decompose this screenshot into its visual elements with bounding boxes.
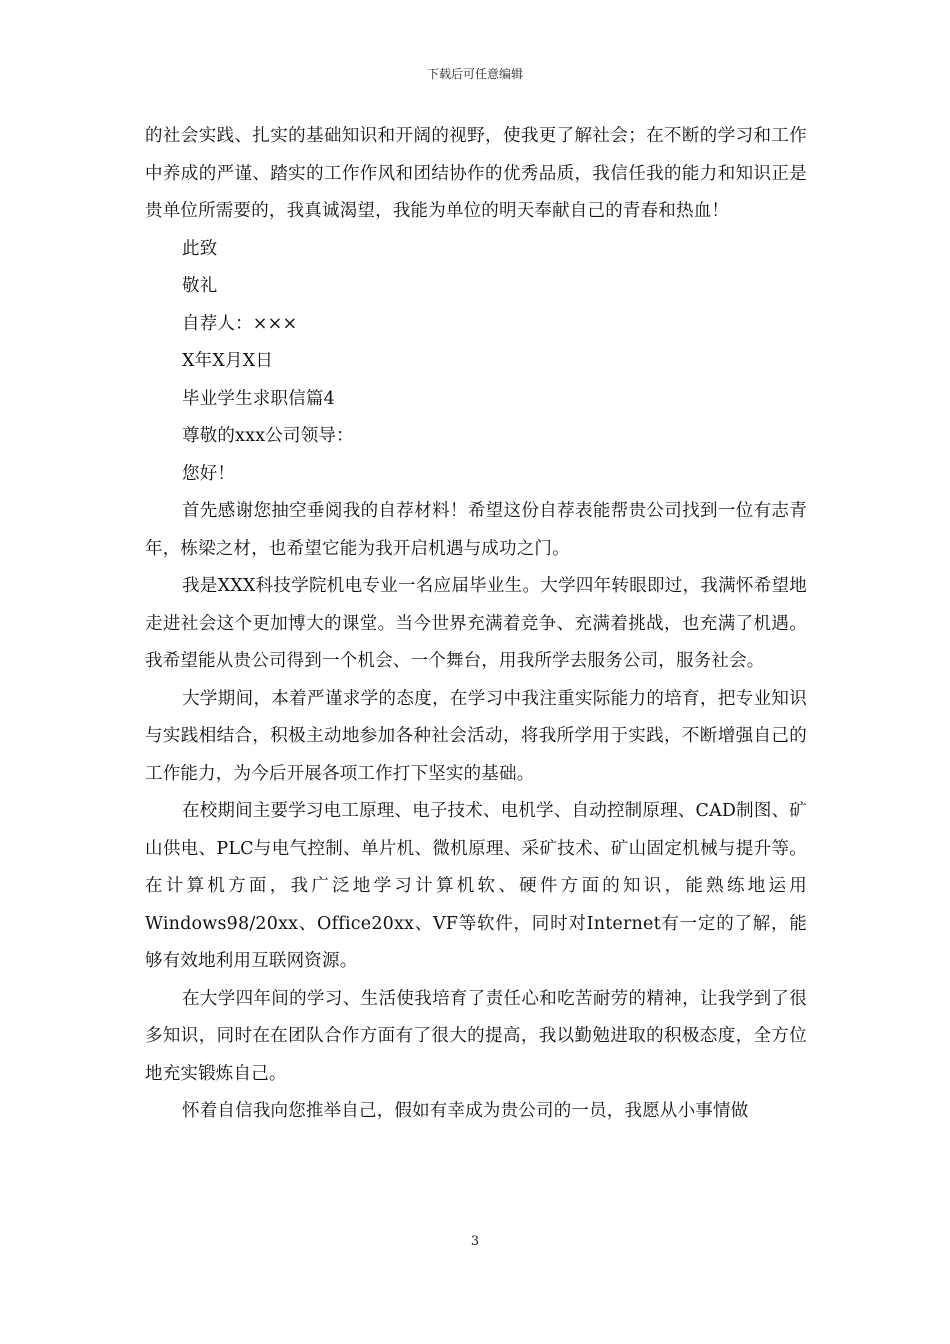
body-paragraph: 在校期间主要学习电工原理、电子技术、电机学、自动控制原理、CAD制图、矿山供电、PLC与电气控制、单片机、微机原理、采矿技术、矿山固定机械与提升等。在计算机方面，我广泛地学习计算机软、硬件方面的知识，能熟练地运用Windows98/20xx、Office20xx、VF等软件，同时对Internet有一定的了解，能够有效地利用互联网资源。: [145, 801, 807, 971]
document-body: [145, 118, 807, 1131]
signature-line: 自荐人：×××: [182, 313, 298, 334]
body-paragraph: 在大学四年间的学习、生活使我培育了责任心和吃苦耐劳的精神，让我学到了很多知识，同时在在团队合作方面有了很大的提高，我以勤勉进取的积极态度，全方位地充实锻炼自己。: [145, 988, 807, 1084]
body-paragraph: 大学期间，本着严谨求学的态度，在学习中我注重实际能力的培育，把专业知识与实践相结合，积极主动地参加各种社会活动，将我所学用于实践，不断增强自己的工作能力，为今后开展各项工作打下坚实的基础。: [145, 688, 807, 784]
closing-regards: 敬礼: [182, 276, 218, 296]
date-line: X年X月X日: [182, 351, 274, 371]
body-paragraph: 我是XXX科技学院机电专业一名应届毕业生。大学四年转眼即过，我满怀希望地走进社会这个更加博大的课堂。当今世界充满着竞争、充满着挑战，也充满了机遇。我希望能从贵公司得到一个机会、一个舞台，用我所学去服务公司，服务社会。: [145, 576, 807, 671]
page-number: 3: [470, 1234, 480, 1249]
section-title: 毕业学生求职信篇4: [182, 388, 335, 409]
body-paragraph: 怀着自信我向您推举自己，假如有幸成为贵公司的一员，我愿从小事情做: [182, 1101, 749, 1121]
paragraph-continuation: 的社会实践、扎实的基础知识和开阔的视野，使我更了解社会；在不断的学习和工作中养成的严谨、踏实的工作作风和团结协作的优秀品质，我信任我的能力和知识正是贵单位所需要的，我真诚渴望，我能为单位的明天奉献自己的青春和热血！: [145, 126, 807, 221]
letter-addressee: 尊敬的xxx公司领导：: [182, 426, 354, 446]
letter-greeting: 您好！: [182, 463, 236, 484]
body-paragraph: 首先感谢您抽空垂阅我的自荐材料！希望这份自荐表能帮贵公司找到一位有志青年，栋梁之材，也希望它能为我开启机遇与成功之门。: [145, 501, 807, 559]
closing-salutation: 此致: [182, 238, 218, 259]
page-header: 下载后可任意编辑: [426, 67, 523, 81]
